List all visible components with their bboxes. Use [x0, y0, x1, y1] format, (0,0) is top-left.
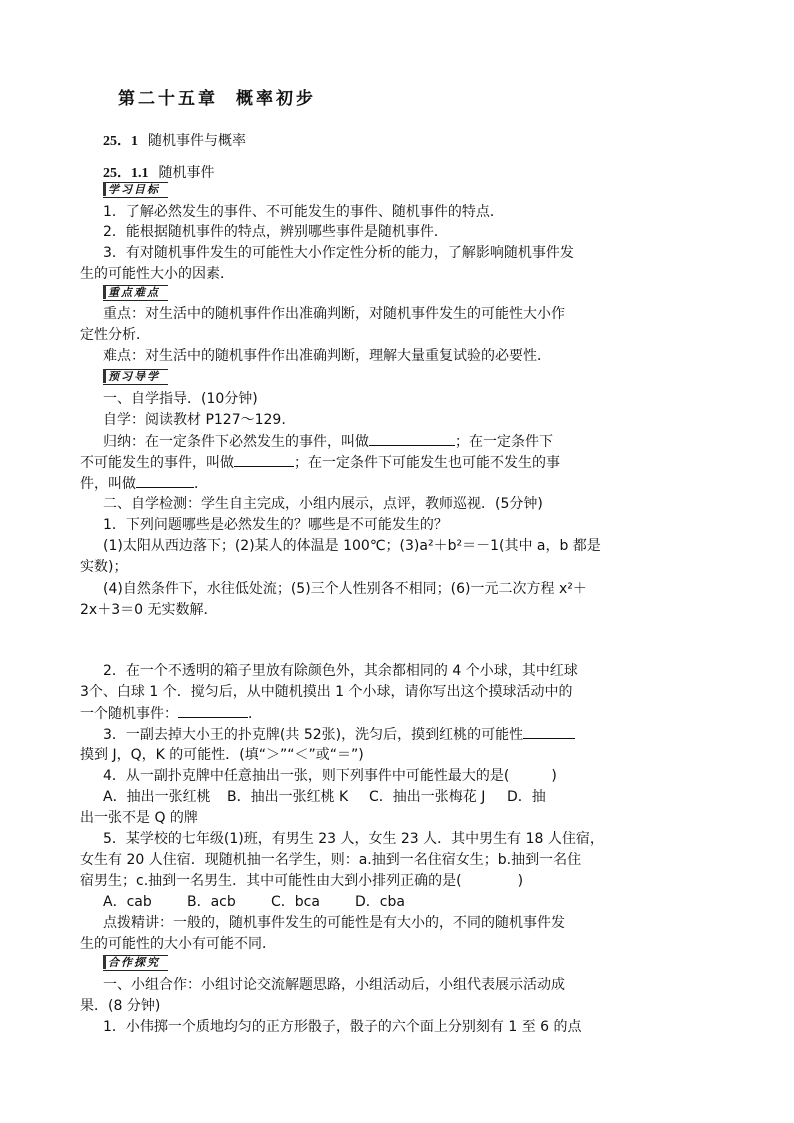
preview-badge: 预习导学: [103, 369, 168, 385]
question-2-line-c: 一个随机事件： ．: [80, 703, 546, 724]
question-4: 4．从一副扑克牌中任意抽出一张，则下列事件中可能性最大的是( ): [103, 768, 557, 784]
preview-line-1: 一、自学指导．(10分钟): [103, 391, 258, 407]
goal-line-2: 2．能根据随机事件的特点，辨别哪些事件是随机事件．: [103, 224, 448, 240]
section-number: 25．1: [103, 134, 138, 149]
question-4-option-d-cont: 出一张不是 Q 的牌: [80, 810, 198, 826]
subsection-number: 25．1.1: [103, 166, 149, 181]
option-a: A．cab: [103, 894, 152, 910]
question-5-line-a: 5．某学校的七年级(1)班，有男生 23 人，女生 23 人．其中男生有 18 人住宿，: [103, 831, 604, 847]
question-1-line-b: 实数)；: [80, 559, 128, 575]
answer-blank[interactable]: [136, 473, 194, 488]
tip-line-a: 点拨精讲：一般的，随机事件发生的可能性是有大小的，不同的随机事件发: [103, 915, 565, 931]
question-1: 1．下列问题哪些是必然发生的？哪些是不可能发生的？: [103, 517, 448, 533]
answer-blank[interactable]: [178, 703, 248, 718]
question-3-line-b: 摸到 J，Q，K 的可能性．(填“＞”“＜”或“＝”): [80, 747, 364, 763]
preview-line-6: 二、自学检测：学生自主完成，小组内展示，点评，教师巡视．(5分钟): [103, 496, 543, 512]
preview-line-5: 件，叫做 ．: [80, 473, 546, 494]
chapter-number: 第二十五章: [118, 89, 218, 109]
preview-line-3: 归纳：在一定条件下必然发生的事件，叫做 ；在一定条件下: [103, 431, 569, 452]
key-points-badge: 重点难点: [103, 285, 168, 301]
goal-line-3b: 生的可能性大小的因素．: [80, 266, 234, 282]
option-b: B．抽出一张红桃 K: [227, 789, 349, 805]
goal-line-1: 1．了解必然发生的事件、不可能发生的事件、随机事件的特点．: [103, 204, 504, 220]
subsection-title: 随机事件: [158, 165, 215, 181]
chapter-name: 概率初步: [236, 89, 316, 109]
chapter-title: [118, 84, 316, 109]
key-line-1b: 定性分析．: [80, 327, 150, 343]
question-2-line-b: 3个、白球 1 个．搅匀后，从中随机摸出 1 个小球，请你写出这个摸球活动中的: [80, 684, 573, 700]
question-3-line-a: 3．一副去掉大小王的扑克牌(共 52张)，洗匀后，摸到红桃的可能性: [103, 724, 569, 745]
coop-line-2: 1．小伟掷一个质地均匀的正方形骰子，骰子的六个面上分别刻有 1 至 6 的点: [103, 1019, 582, 1035]
preview-line-4: 不可能发生的事件，叫做 ；在一定条件下可能发生也可能不发生的事: [80, 452, 546, 473]
question-4-options: [103, 787, 569, 807]
key-line-2: 难点：对生活中的随机事件作出准确判断，理解大量重复试验的必要性．: [103, 348, 551, 364]
cooperation-badge: 合作探究: [103, 955, 168, 971]
subsection-heading: [103, 162, 215, 182]
option-d: D．cba: [355, 894, 405, 910]
question-5-line-b: 女生有 20 人住宿．现随机抽一名学生，则：a.抽到一名住宿女生；b.抽到一名住: [80, 852, 582, 868]
option-b: B．acb: [187, 894, 236, 910]
answer-blank[interactable]: [234, 452, 294, 467]
coop-line-1a: 一、小组合作：小组讨论交流解题思路，小组活动后，小组代表展示活动成: [103, 977, 565, 993]
answer-blank[interactable]: [369, 431, 455, 446]
question-2-line-a: 2．在一个不透明的箱子里放有除颜色外，其余都相同的 4 个小球，其中红球: [103, 663, 578, 679]
option-c: C．抽出一张梅花 J: [369, 789, 486, 805]
key-line-1a: 重点：对生活中的随机事件作出准确判断，对随机事件发生的可能性大小作: [103, 306, 565, 322]
preview-line-2: 自学：阅读教材 P127～129.: [103, 412, 286, 428]
section-heading: [103, 130, 246, 150]
question-1-line-d: 2x＋3＝0 无实数解．: [80, 602, 218, 618]
question-5-line-c: 宿男生；c.抽到一名男生．其中可能性由大到小排列正确的是( ): [80, 873, 524, 889]
question-1-line-c: (4)自然条件下，水往低处流；(5)三个人性别各不相同；(6)一元二次方程 x²＋: [103, 581, 587, 597]
option-d: D．抽: [507, 789, 546, 805]
section-title: 随机事件与概率: [148, 133, 246, 149]
coop-line-1b: 果．(8 分钟): [80, 998, 161, 1014]
tip-line-b: 生的可能性的大小有可能不同．: [80, 936, 276, 952]
goal-line-3a: 3．有对随机事件发生的可能性大小作定性分析的能力，了解影响随机事件发: [103, 245, 574, 261]
answer-blank[interactable]: [523, 724, 575, 739]
question-5-options: [103, 892, 569, 912]
option-a: A．抽出一张红桃: [103, 789, 211, 805]
option-c: C．bca: [271, 894, 320, 910]
goals-badge: 学习目标: [103, 182, 168, 198]
question-1-line-a: (1)太阳从西边落下；(2)某人的体温是 100℃；(3)a²＋b²＝－1(其中 a，b 都是: [103, 538, 601, 554]
